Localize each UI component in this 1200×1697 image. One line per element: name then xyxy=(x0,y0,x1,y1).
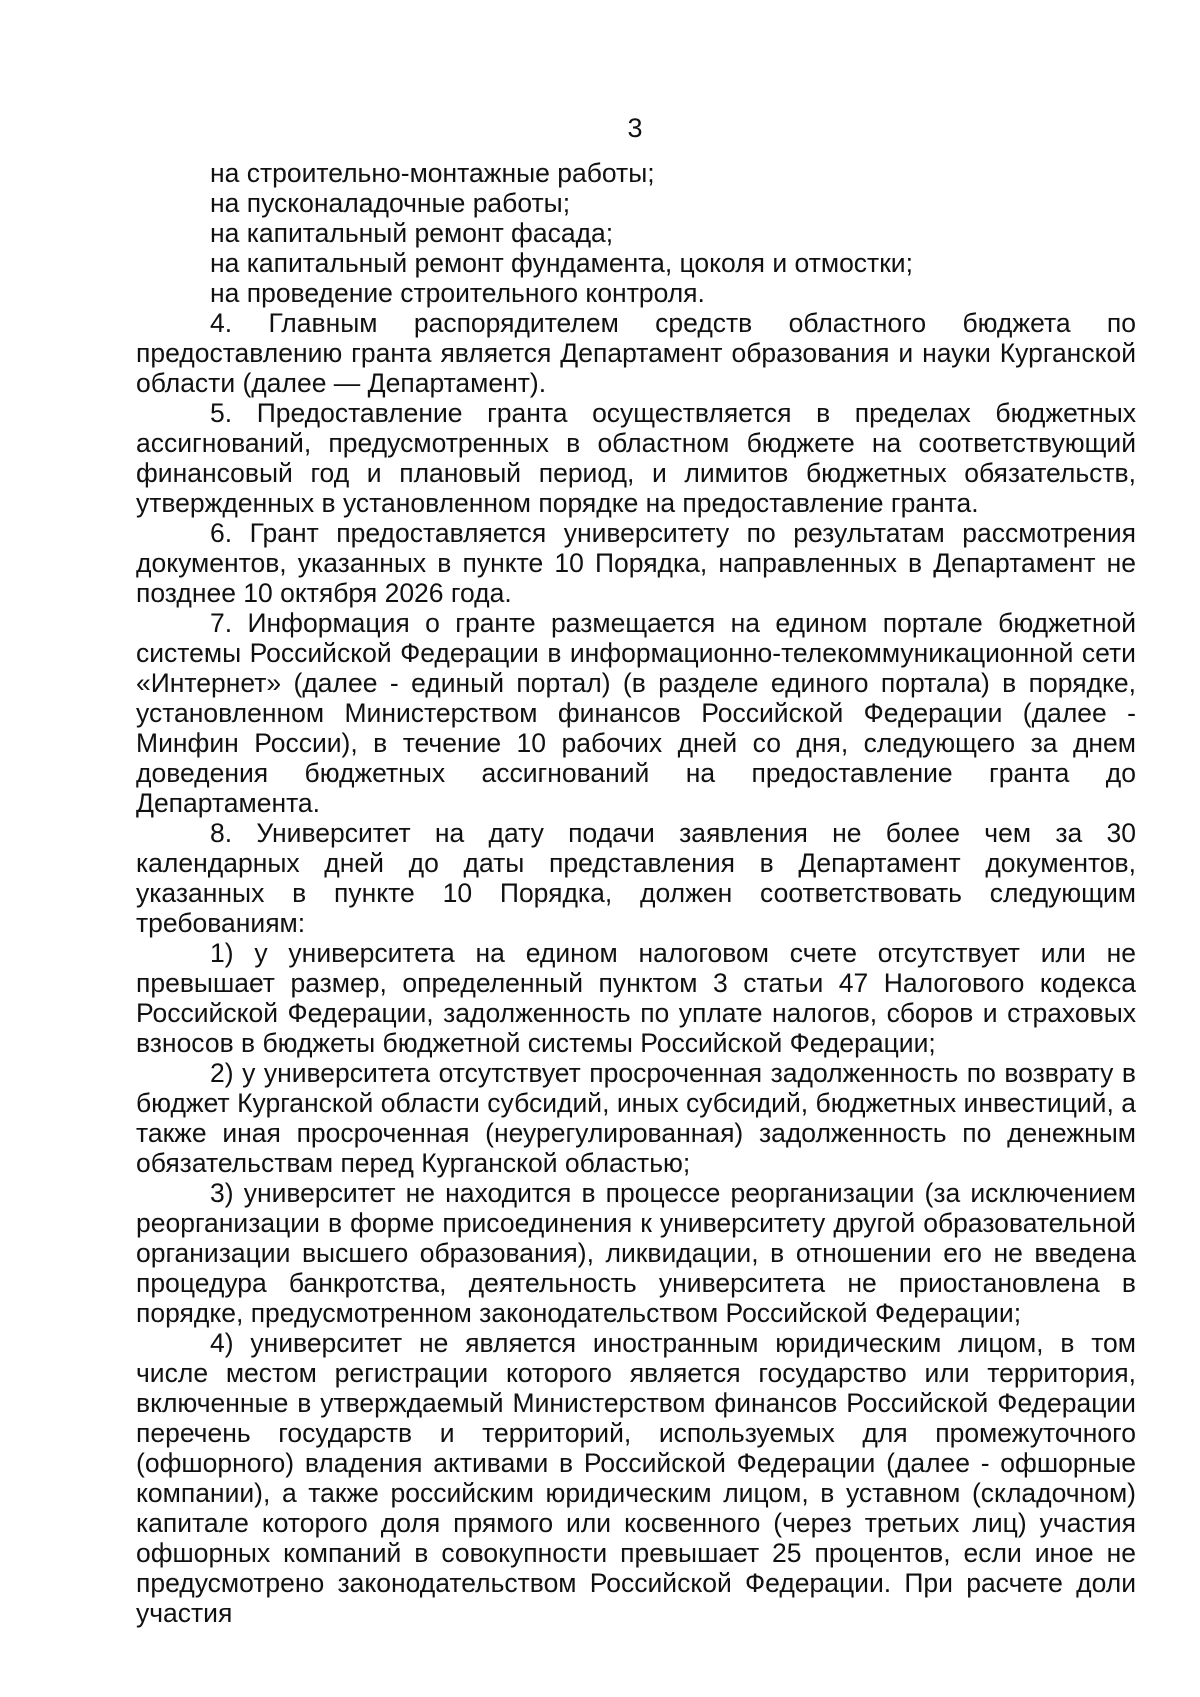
requirement-2-overdue-debt: 2) у университета отсутствует просроченная задолженность по возврату в бюджет Курганской области субсидий, иных субсидий, бюджетных инвестиций, а также иная просроченная (неурегулированная) задолженность по денежным обязательствам перед Курганской областью; xyxy=(136,1058,1136,1178)
list-item: на капитальный ремонт фасада; xyxy=(210,218,614,248)
requirement-4-offshore: 4) университет не является иностранным юридическим лицом, в том числе местом регистрации которого является государство или территория, включенные в утверждаемый Министерством финансов Российской Федерации перечень государств и территорий, используемых для промежуточного (офшорного) владения активами в Российской Федерации (далее - офшорные компании), а также российским юридическим лицом, в уставном (складочном) капитале которого доля прямого или косвенного (через третьих лиц) участия офшорных компаний в совокупности превышает 25 процентов, если иное не предусмотрено законодательством Российской Федерации. При расчете доли участия xyxy=(136,1328,1136,1628)
document-body xyxy=(136,158,1136,1628)
paragraph-8-requirements: 8. Университет на дату подачи заявления не более чем за 30 календарных дней до даты представления в Департамент документов, указанных в пункте 10 Порядка, должен соответствовать следующим требованиям: xyxy=(136,818,1136,938)
list-item: на капитальный ремонт фундамента, цоколя и отмостки; xyxy=(210,248,913,278)
requirement-3-reorganization: 3) университет не находится в процессе реорганизации (за исключением реорганизации в форме присоединения к университету другой образовательной организации высшего образования), ликвидации, в отношении его не введена процедура банкротства, деятельность университета не приостановлена в порядке, предусмотренном законодательством Российской Федерации; xyxy=(136,1178,1136,1328)
work-types-list xyxy=(136,158,1136,308)
paragraph-5-budget-allocations: 5. Предоставление гранта осуществляется в пределах бюджетных ассигнований, предусмотренных в областном бюджете на соответствующий финансовый год и плановый период, и лимитов бюджетных обязательств, утвержденных в установленном порядке на предоставление гранта. xyxy=(136,398,1136,518)
requirement-1-tax-debt: 1) у университета на едином налоговом счете отсутствует или не превышает размер, определенный пунктом 3 статьи 47 Налогового кодекса Российской Федерации, задолженность по уплате налогов, сборов и страховых взносов в бюджеты бюджетной системы Российской Федерации; xyxy=(136,938,1136,1058)
list-item: на строительно-монтажные работы; xyxy=(210,158,655,188)
page-number: 3 xyxy=(627,113,643,143)
paragraph-7-grant-information: 7. Информация о гранте размещается на едином портале бюджетной системы Российской Федерации в информационно-телекоммуникационной сети «Интернет» (далее - единый портал) (в разделе единого портала) в порядке, установленном Министерством финансов Российской Федерации (далее - Минфин России), в течение 10 рабочих дней со дня, следующего за днем доведения бюджетных ассигнований на предоставление гранта до Департамента. xyxy=(136,608,1136,818)
list-item: на проведение строительного контроля. xyxy=(210,278,705,308)
paragraph-6-grant-provision: 6. Грант предоставляется университету по результатам рассмотрения документов, указанных в пункте 10 Порядка, направленных в Департамент не позднее 10 октября 2026 года. xyxy=(136,518,1136,608)
paragraph-4-chief-administrator: 4. Главным распорядителем средств областного бюджета по предоставлению гранта является Департамент образования и науки Курганской области (далее — Департамент). xyxy=(136,308,1136,398)
list-item: на пусконаладочные работы; xyxy=(210,188,571,218)
